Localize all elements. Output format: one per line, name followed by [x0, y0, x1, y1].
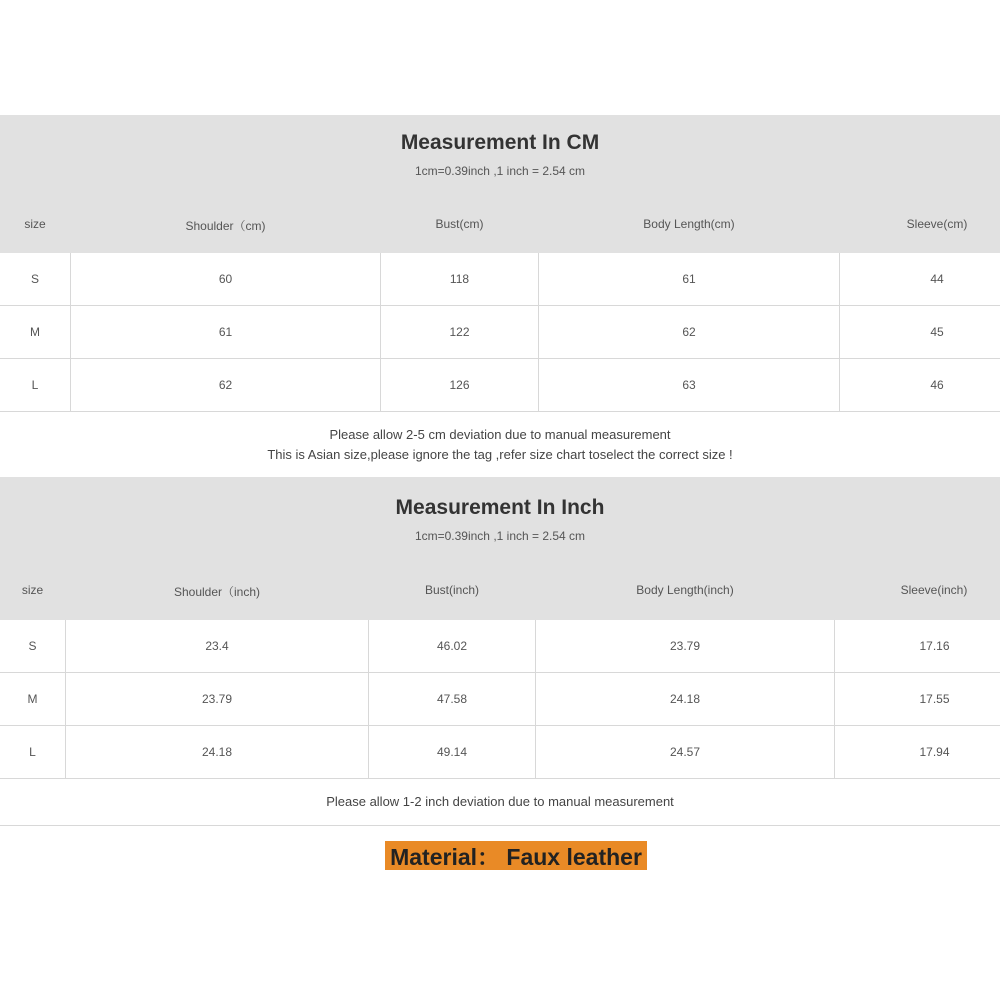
cm-header-body-length: Body Length(cm) [643, 217, 735, 231]
inch-cell-bust: 47.58 [368, 673, 535, 725]
cm-header-shoulder: Shoulder（cm) [185, 219, 266, 233]
inch-cell-size: M [27, 692, 38, 706]
cm-table-row [0, 253, 1000, 306]
cm-header-size: size [24, 217, 46, 231]
cm-cell-bust: 126 [380, 359, 538, 411]
inch-cell-size: S [28, 639, 37, 653]
inch-conversion-note: 1cm=0.39inch ,1 inch = 2.54 cm [414, 529, 586, 543]
inch-table-header [0, 477, 1000, 620]
cm-cell-shoulder: 60 [70, 253, 380, 305]
inch-cell-shoulder: 24.18 [65, 726, 368, 778]
inch-cell-sleeve: 17.94 [834, 726, 1000, 778]
cm-cell-sleeve: 45 [839, 306, 1000, 358]
inch-header-sleeve: Sleeve(inch) [900, 583, 968, 597]
cm-cell-size: M [30, 325, 40, 339]
cm-cell-sleeve: 46 [839, 359, 1000, 411]
cm-cell-body-length: 62 [538, 306, 839, 358]
inch-cell-body-length: 24.18 [535, 673, 834, 725]
inch-table-row [0, 620, 1000, 673]
inch-deviation-note: Please allow 1-2 inch deviation due to manual measurement [326, 794, 674, 809]
inch-header-size: size [21, 583, 44, 597]
inch-header-shoulder: Shoulder（inch) [173, 585, 261, 599]
inch-cell-body-length: 23.79 [535, 620, 834, 672]
cm-cell-body-length: 63 [538, 359, 839, 411]
cm-cell-size: L [31, 378, 39, 392]
inch-cell-sleeve: 17.55 [834, 673, 1000, 725]
inch-header-body-length: Body Length(inch) [636, 583, 734, 597]
inch-cell-bust: 49.14 [368, 726, 535, 778]
cm-table-row [0, 359, 1000, 412]
inch-header-bust: Bust(inch) [424, 583, 480, 597]
cm-cell-bust: 118 [380, 253, 538, 305]
cm-cell-shoulder: 62 [70, 359, 380, 411]
inch-cell-sleeve: 17.16 [834, 620, 1000, 672]
material-label: Material： Faux leather [385, 841, 647, 870]
cm-header-bust: Bust(cm) [435, 217, 484, 231]
cm-header-sleeve: Sleeve(cm) [906, 217, 968, 231]
inch-cell-body-length: 24.57 [535, 726, 834, 778]
cm-conversion-note: 1cm=0.39inch ,1 inch = 2.54 cm [414, 164, 586, 178]
inch-cell-shoulder: 23.79 [65, 673, 368, 725]
inch-cell-shoulder: 23.4 [65, 620, 368, 672]
divider [0, 825, 1000, 826]
cm-cell-shoulder: 61 [70, 306, 380, 358]
cm-cell-size: S [30, 272, 39, 286]
cm-cell-body-length: 61 [538, 253, 839, 305]
inch-table-row [0, 673, 1000, 726]
cm-table-title: Measurement In CM [400, 131, 600, 154]
inch-table-title: Measurement In Inch [395, 496, 605, 519]
cm-table-row [0, 306, 1000, 359]
asian-size-note: This is Asian size,please ignore the tag ,refer size chart toselect the correct size ! [267, 447, 733, 462]
cm-table-header [0, 115, 1000, 253]
cm-deviation-note: Please allow 2-5 cm deviation due to manual measurement [329, 427, 671, 442]
cm-cell-sleeve: 44 [839, 253, 1000, 305]
cm-cell-bust: 122 [380, 306, 538, 358]
inch-table-row [0, 726, 1000, 779]
inch-cell-bust: 46.02 [368, 620, 535, 672]
inch-cell-size: L [29, 745, 36, 759]
